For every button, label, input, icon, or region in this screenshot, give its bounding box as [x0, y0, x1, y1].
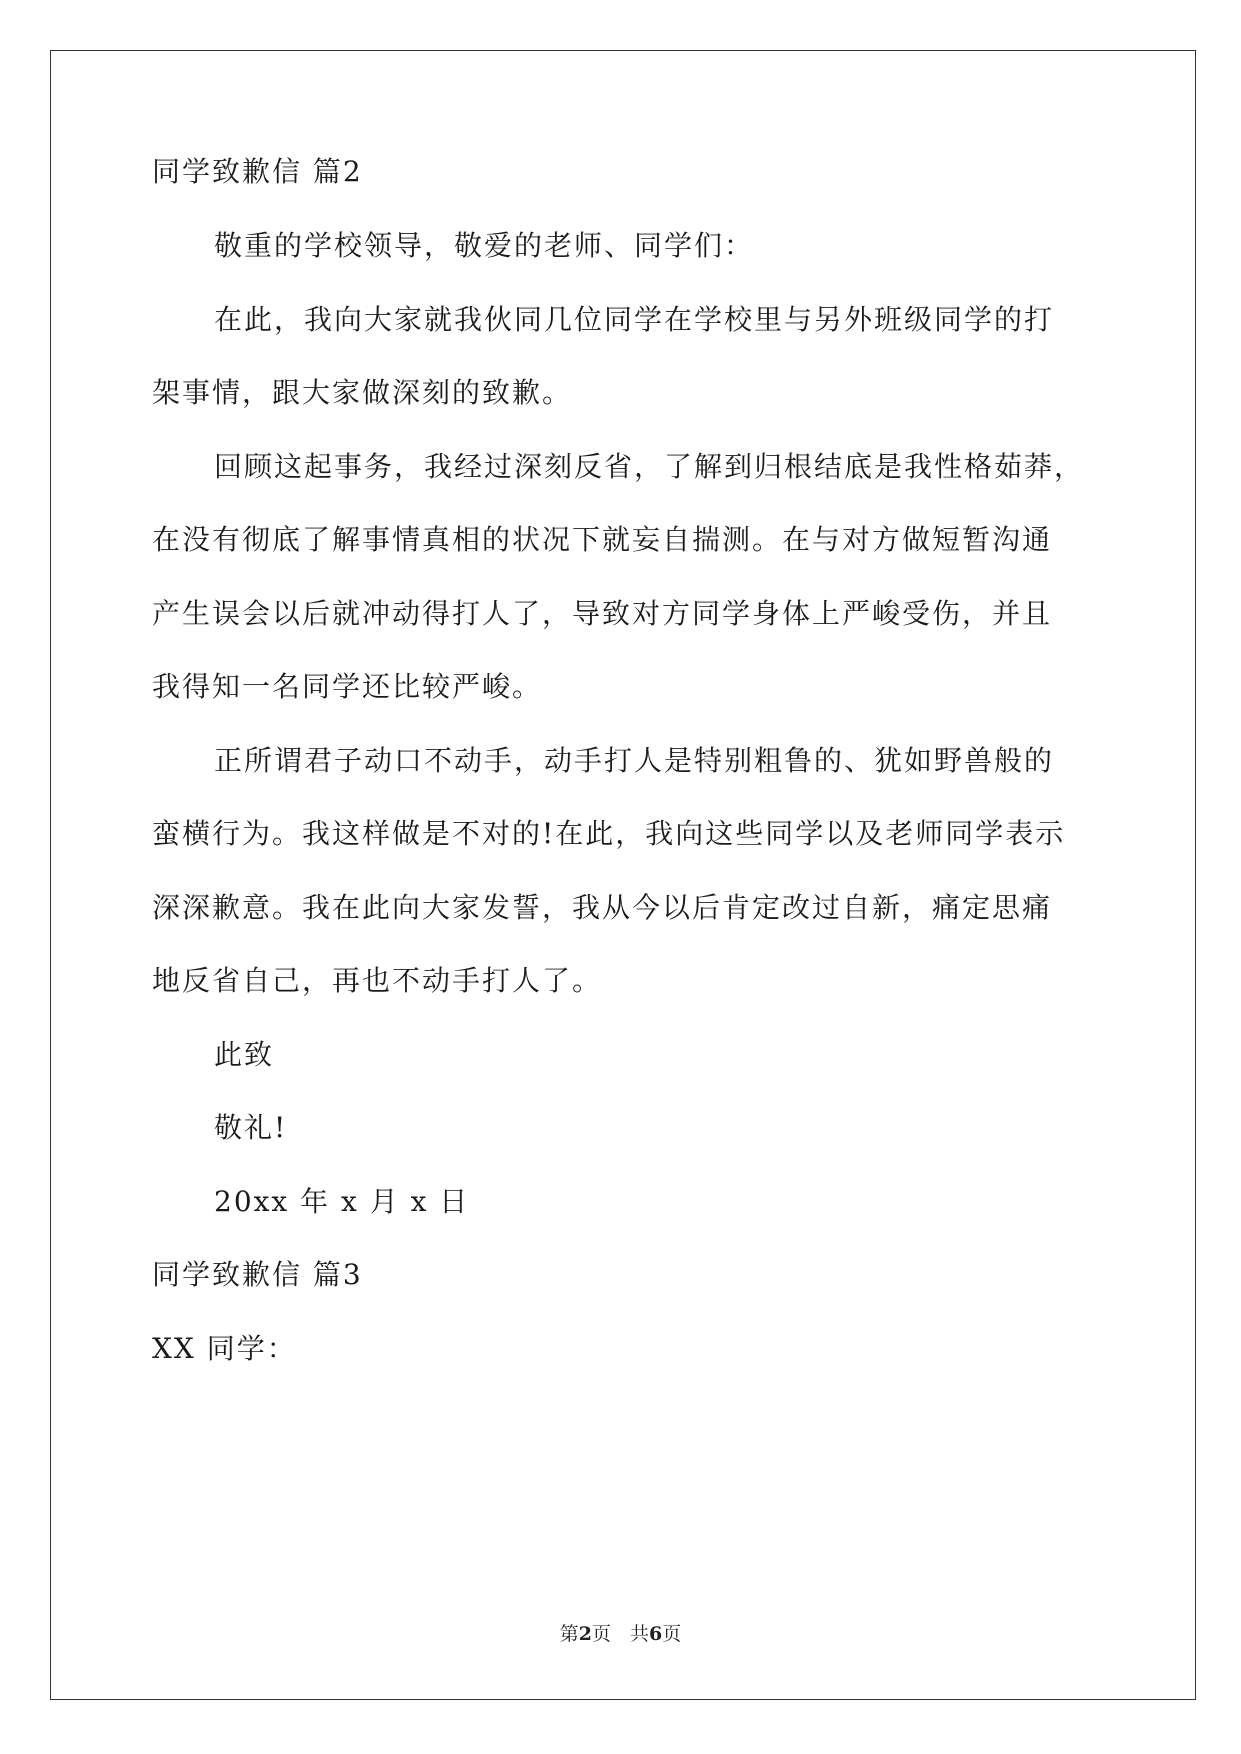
page-footer: [0, 1622, 1241, 1646]
paragraph-line: 在没有彻底了解事情真相的状况下就妄自揣测。在与对方做短暂沟通: [152, 523, 1053, 556]
footer-suffix: 页: [662, 1623, 682, 1645]
paragraph-line: 我得知一名同学还比较严峻。: [152, 670, 543, 703]
paragraph-line: 在此，我向大家就我伙同几位同学在学校里与另外班级同学的打: [214, 303, 1055, 336]
section-heading-3: 同学致歉信 篇3: [152, 1258, 363, 1291]
total-pages-number: 6: [649, 1623, 663, 1645]
current-page-number: 2: [578, 1623, 592, 1645]
paragraph-line: 架事情，跟大家做深刻的致歉。: [152, 376, 573, 409]
letter-date: 20xx 年 x 月 x 日: [214, 1185, 470, 1218]
paragraph-line: 地反省自己，再也不动手打人了。: [152, 964, 603, 997]
closing-line-1: 此致: [214, 1038, 275, 1071]
paragraph-line: 产生误会以后就冲动得打人了，导致对方同学身体上严峻受伤，并且: [152, 597, 1053, 630]
footer-prefix: 第: [559, 1623, 579, 1645]
paragraph-line: 回顾这起事务，我经过深刻反省，了解到归根结底是我性格茹莽，: [214, 450, 1085, 483]
page-border: [50, 50, 1196, 1700]
salutation: 敬重的学校领导，敬爱的老师、同学们：: [214, 229, 755, 262]
paragraph-line: 正所谓君子动口不动手，动手打人是特别粗鲁的、犹如野兽般的: [214, 744, 1055, 777]
closing-line-2: 敬礼!: [214, 1111, 288, 1144]
paragraph-line: 深深歉意。我在此向大家发誓，我从今以后肯定改过自新，痛定思痛: [152, 891, 1053, 924]
paragraph-line: 蛮横行为。我这样做是不对的!在此，我向这些同学以及老师同学表示: [152, 817, 1066, 850]
greeting: XX 同学：: [152, 1332, 297, 1365]
section-heading-2: 同学致歉信 篇2: [152, 155, 363, 188]
footer-mid: 页 共: [591, 1623, 649, 1645]
